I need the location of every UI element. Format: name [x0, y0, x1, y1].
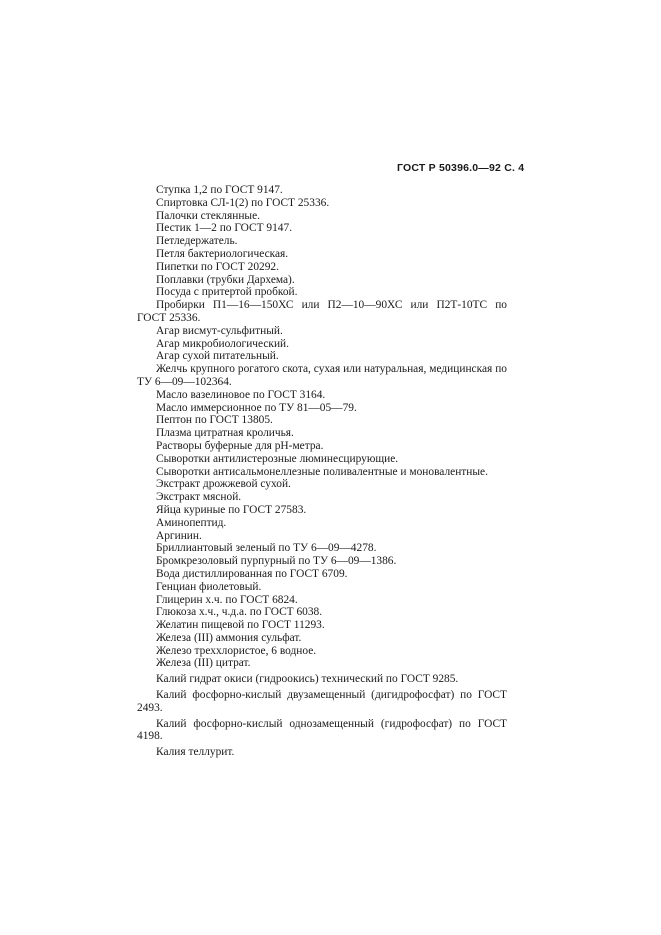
list-item: Калий фосфорно-кислый однозамещенный (гидрофосфат) по ГОСТ 4198. [137, 717, 507, 743]
list-item: Агар висмут-сульфитный. [156, 324, 283, 337]
list-item: Калия теллурит. [156, 746, 235, 759]
list-item: Аминопептид. [156, 516, 227, 529]
list-item: Желчь крупного рогатого скота, сухая или натуральная, медицинская по ТУ 6—09—102364. [137, 363, 507, 388]
list-item: Плазма цитратная кроличья. [156, 427, 294, 440]
list-item: Пестик 1—2 по ГОСТ 9147. [156, 222, 293, 235]
list-item: Желатин пищевой по ГОСТ 11293. [156, 619, 325, 632]
list-item: Поплавки (трубки Дархема). [156, 273, 295, 286]
list-item: Экстракт дрожжевой сухой. [156, 478, 291, 491]
list-item: Яйца куриные по ГОСТ 27583. [156, 503, 307, 516]
list-item: Палочки стеклянные. [156, 209, 260, 222]
list-item: Экстракт мясной. [156, 491, 242, 504]
page-header: ГОСТ Р 50396.0—92 С. 4 [397, 162, 525, 174]
list-item: Посуда с притертой пробкой. [156, 286, 298, 299]
list-item: Калий гидрат окиси (гидроокись) технический по ГОСТ 9285. [156, 673, 459, 686]
list-item: Пептон по ГОСТ 13805. [156, 414, 273, 427]
list-item: Сыворотки антисальмонеллезные поливалентные и моновалентные. [156, 465, 488, 478]
reagents-list [137, 184, 507, 759]
list-item: Бромкрезоловый пурпурный по ТУ 6—09—1386. [156, 555, 397, 568]
list-item: Агар сухой питательный. [156, 350, 279, 363]
list-item: Спиртовка СЛ-1(2) по ГОСТ 25336. [156, 196, 330, 209]
list-item: Масло вазелиновое по ГОСТ 3164. [156, 388, 326, 401]
list-item: Генциан фиолетовый. [156, 580, 262, 593]
list-item: Пипетки по ГОСТ 20292. [156, 260, 279, 273]
list-item: Калий фосфорно-кислый двузамещенный (дигидрофосфат) по ГОСТ 2493. [137, 689, 507, 714]
list-item: Аргинин. [156, 529, 202, 542]
list-item: Растворы буферные для pH-метра. [156, 439, 324, 452]
list-item: Масло иммерсионное по ТУ 81—05—79. [156, 401, 357, 414]
list-item: Бриллиантовый зеленый по ТУ 6—09—4278. [156, 542, 377, 555]
list-item: Глюкоза х.ч., ч.д.а. по ГОСТ 6038. [156, 606, 323, 619]
list-item: Глицерин х.ч. по ГОСТ 6824. [156, 593, 298, 606]
list-item: Железа (III) цитрат. [156, 657, 251, 670]
list-item: Сыворотки антилистерозные люминесцирующие. [156, 452, 399, 465]
list-item: Петледержатель. [156, 235, 238, 248]
list-item: Агар микробиологический. [156, 337, 290, 350]
list-item: Железа (III) аммония сульфат. [156, 631, 302, 644]
list-item: Ступка 1,2 по ГОСТ 9147. [156, 184, 283, 196]
list-item: Пробирки П1—16—150ХС или П2—10—90ХС или П2Т-10ТС по ГОСТ 25336. [137, 299, 507, 324]
list-item: Вода дистиллированная по ГОСТ 6709. [156, 567, 348, 580]
list-item: Железо треххлористое, 6 водное. [156, 644, 317, 657]
list-item: Петля бактериологическая. [156, 247, 289, 260]
